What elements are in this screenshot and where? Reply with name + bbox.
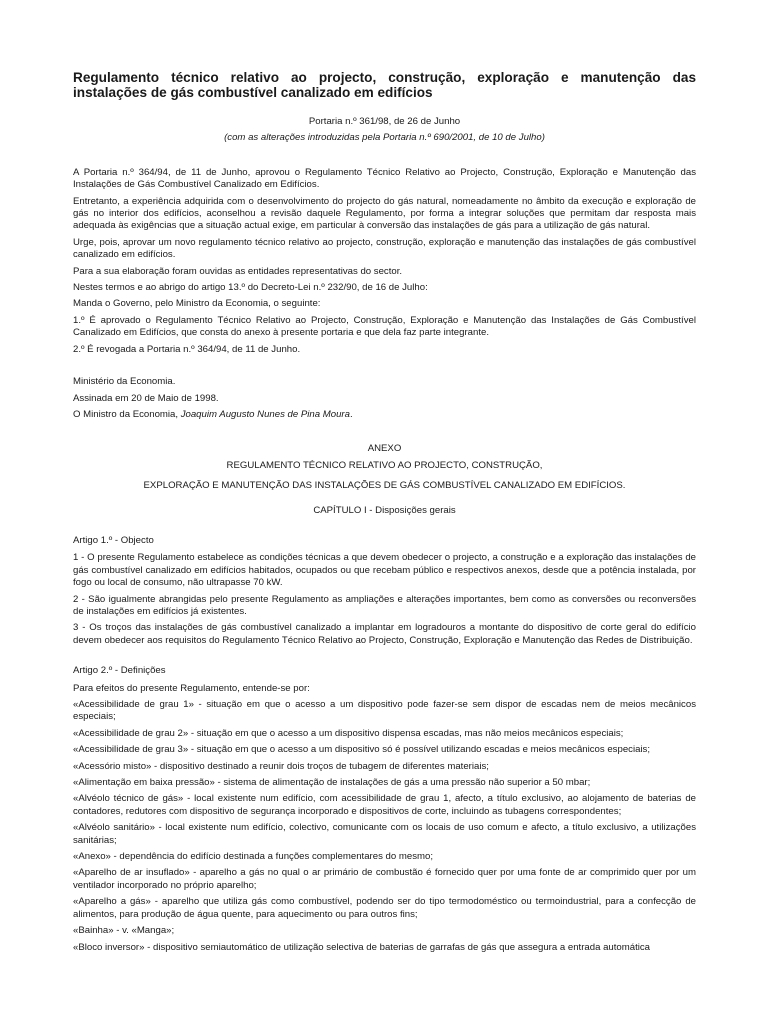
definition-item: «Aparelho de ar insuflado» - aparelho a gás no qual o ar primário de combustão é fornecido quer por uma fonte de ar comprimido quer por um ventilador incorporado no próprio aparelho; (73, 867, 696, 891)
minister-prefix: O Ministro da Economia, (73, 408, 181, 420)
document-page (73, 70, 696, 958)
preamble-paragraph: Entretanto, a experiência adquirida com o desenvolvimento do projecto do gás natural, nomeadamente no âmbito da execução e exploração de gás no interior dos edifícios, aconselhou a revisão daquele Regulamento, por forma a integrar soluções que permitam dar resposta mais adequada às exigências que a situação actual exige, em particular à conversão das instalações de gás para a utilização de gás natural. (73, 195, 696, 232)
preamble-paragraph: Urge, pois, aprovar um novo regulamento técnico relativo ao projecto, construção, exploração e manutenção das instalações de gás combustível canalizado em edifícios. (73, 236, 696, 261)
preamble-paragraph: Manda o Governo, pelo Ministro da Economia, o seguinte: (73, 298, 321, 310)
preamble-paragraph: Nestes termos e ao abrigo do artigo 13.º do Decreto-Lei n.º 232/90, de 16 de Julho: (73, 282, 428, 294)
minister-name: Joaquim Augusto Nunes de Pina Moura (180, 408, 350, 420)
document-title: Regulamento técnico relativo ao projecto, construção, exploração e manutenção das instalações de gás combustível canalizado em edifícios (73, 70, 696, 100)
definition-item: «Acessibilidade de grau 2» - situação em que o acesso a um dispositivo dispensa escadas, mas não meios mecânicos especiais; (73, 727, 624, 739)
definition-item: «Alimentação em baixa pressão» - sistema de alimentação de instalações de gás a uma pressão não superior a 50 mbar; (73, 777, 591, 789)
article-2 (73, 665, 696, 954)
annex-label: ANEXO (367, 443, 402, 455)
annex-title-line-2: EXPLORAÇÃO E MANUTENÇÃO DAS INSTALAÇÕES DE GÁS COMBUSTÍVEL CANALIZADO EM EDIFÍCIOS. (143, 480, 626, 492)
definition-item: «Alvéolo sanitário» - local existente num edifício, colectivo, comunicante com os locais de uso comum e afecto, a título exclusivo, a utilizações sanitárias; (73, 822, 696, 846)
definition-item: «Bainha» - v. «Manga»; (73, 925, 175, 937)
definition-item: «Acessibilidade de grau 3» - situação em que o acesso a um dispositivo só é possível utilizando escadas e meios mecânicos especiais; (73, 744, 651, 756)
definition-item: «Anexo» - dependência do edifício destinada a funções complementares do mesmo; (73, 851, 433, 863)
annex-title-line-1: REGULAMENTO TÉCNICO RELATIVO AO PROJECTO, CONSTRUÇÃO, (226, 459, 543, 471)
article-1-paragraph: 1 - O presente Regulamento estabelece as condições técnicas a que devem obedecer o projecto, a construção e a exploração das instalações de gás combustível canalizado em edifícios habitados, ocupados ou que recebam público e respectivos anexos, desde que a potência instalada, por fogo ou local de consumo, não ultrapasse 70 kW. (73, 552, 696, 589)
article-1 (73, 535, 696, 647)
article-2-heading: Artigo 2.º - Definições (73, 665, 166, 677)
definition-item: «Aparelho a gás» - aparelho que utiliza gás como combustível, podendo ser do tipo termodoméstico ou termoindustrial, para a confecção de alimentos, para produção de água quente, para aquecimento ou para outros fins; (73, 896, 696, 920)
definition-item: «Acessibilidade de grau 1» - situação em que o acesso a um dispositivo pode fazer-se sem dispor de escadas nem de meios mecânicos especiais; (73, 699, 696, 723)
definition-item: «Bloco inversor» - dispositivo semiautomático de utilização selectiva de baterias de garrafas de gás que assegura a entrada automática (73, 941, 651, 953)
preamble (73, 167, 696, 356)
definition-item: «Acessório misto» - dispositivo destinado a reunir dois troços de tubagem de diferentes materiais; (73, 760, 489, 772)
chapter-heading: CAPÍTULO I - Disposições gerais (313, 504, 456, 516)
preamble-paragraph: 1.º É aprovado o Regulamento Técnico Relativo ao Projecto, Construção, Exploração e Manutenção das Instalações de Gás Combustível Canalizado em Edifícios, que consta do anexo à presente portaria e que dela faz parte integrante. (73, 314, 696, 339)
signature-block (73, 376, 696, 421)
portaria-reference: Portaria n.º 361/98, de 26 de Junho (308, 116, 461, 127)
article-1-paragraph: 2 - São igualmente abrangidas pelo presente Regulamento as ampliações e alterações importantes, bem como as conversões ou reconversões de instalações em edifícios já existentes. (73, 593, 696, 617)
amendments-note: (com as alterações introduzidas pela Portaria n.º 690/2001, de 10 de Julho) (224, 132, 545, 144)
preamble-paragraph: Para a sua elaboração foram ouvidas as entidades representativas do sector. (73, 265, 403, 277)
preamble-paragraph: A Portaria n.º 364/94, de 11 de Junho, aprovou o Regulamento Técnico Relativo ao Projecto, Construção, Exploração e Manutenção das Instalações de Gás Combustível Canalizado em Edifícios. (73, 166, 696, 191)
definition-item: «Alvéolo técnico de gás» - local existente num edifício, com acessibilidade de grau 1, afecto, a título exclusivo, ao alojamento de baterias de contadores, redutores com dispositivo de segurança incorporado e dispositivos de corte, incluindo as tubagens correspondentes; (73, 793, 696, 817)
article-1-paragraph: 3 - Os troços das instalações de gás combustível canalizado a implantar em logradouros a montante do dispositivo de corte geral do edifício devem obedecer aos requisitos do Regulamento Técnico Relativo ao Projecto, Construção, Exploração e Manutenção das Redes de Distribuição. (73, 622, 696, 646)
preamble-paragraph: 2.º É revogada a Portaria n.º 364/94, de 11 de Junho. (73, 343, 301, 355)
signed-date-line: Assinada em 20 de Maio de 1998. (73, 392, 219, 404)
article-2-intro: Para efeitos do presente Regulamento, entende-se por: (73, 682, 310, 694)
ministry-line: Ministério da Economia. (73, 376, 176, 388)
minister-line (73, 409, 696, 421)
article-1-heading: Artigo 1.º - Objecto (73, 534, 154, 546)
minister-suffix: . (349, 408, 353, 420)
